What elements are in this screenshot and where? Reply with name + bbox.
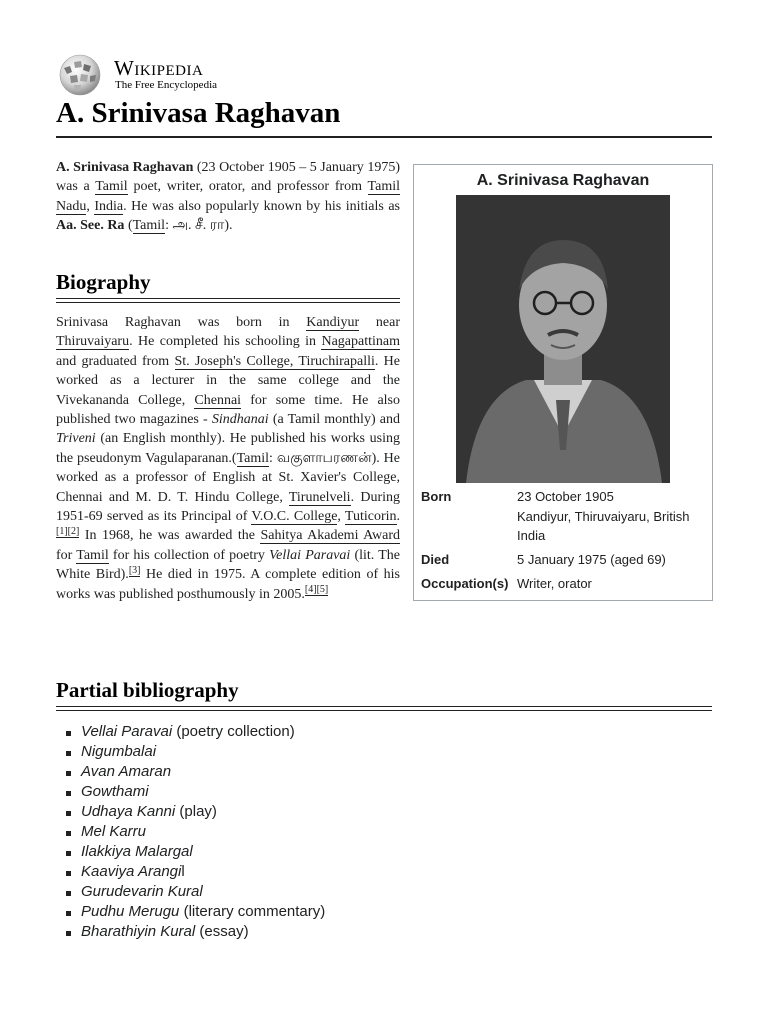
link-tamil-nadu[interactable]: Tamil Nadu	[56, 179, 401, 214]
work-title: Nigumbalai	[81, 743, 157, 760]
bio-text: and graduated from	[56, 353, 175, 369]
bio-text: near	[359, 315, 400, 330]
wikipedia-wordmark[interactable]: Wikipedia	[114, 56, 204, 80]
list-item	[56, 902, 712, 922]
intro-text: poet, writer, orator, and professor from	[127, 179, 368, 195]
reference-group	[129, 565, 141, 577]
reference-group	[305, 584, 328, 596]
infobox-label-died: Died	[421, 552, 450, 567]
link-kandiyur[interactable]: Kandiyur	[306, 315, 360, 330]
bio-text: for	[56, 547, 77, 563]
born-place: Kandiyur, Thiruvaiyaru, British India	[517, 508, 690, 543]
list-item	[56, 842, 712, 862]
subject-name: A. Srinivasa Raghavan	[56, 160, 194, 175]
bio-text: In 1968, he was awarded the	[79, 528, 261, 544]
infobox-value-occupation: Writer, orator	[517, 576, 592, 591]
bio-text: . He worked as a lecturer in the same college and the Vivekananda College,	[56, 353, 401, 408]
work-title: Bharathiyin Kural	[81, 923, 196, 940]
wikipedia-globe-icon[interactable]	[56, 54, 104, 96]
work-title: Mel Karru	[81, 823, 147, 840]
work-title: Pudhu Merugu	[81, 903, 180, 920]
work-note: (poetry collection)	[172, 723, 295, 740]
intro-text: ,	[86, 198, 95, 214]
list-item	[56, 742, 712, 762]
infobox-label-occupation: Occupation(s)	[421, 576, 509, 591]
link-st-josephs-college[interactable]: St. Joseph's College, Tiruchirapalli	[174, 353, 375, 369]
bibliography-heading: Partial bibliography	[56, 678, 712, 707]
site-header	[56, 54, 256, 96]
link-nagapattinam[interactable]: Nagapattinam	[321, 334, 400, 350]
bio-text: .	[396, 509, 401, 525]
link-sahitya-akademi-award[interactable]: Sahitya Akademi Award	[260, 528, 400, 544]
list-item	[56, 922, 712, 942]
bio-text: . During 1951-69 served as its Principal of	[56, 489, 400, 525]
link-tamil-language[interactable]: Tamil	[132, 218, 166, 234]
bio-text: (a Tamil monthly) and	[268, 412, 400, 428]
bio-text: Srinivasa Raghavan was born in	[56, 315, 307, 330]
bio-text: for some time. He also published two magazines -	[56, 392, 400, 428]
work-note: (play)	[175, 803, 217, 820]
wikipedia-tagline: The Free Encyclopedia	[115, 79, 218, 91]
intro-text: (	[124, 218, 133, 234]
work-note: (essay)	[195, 923, 249, 940]
magazine-triveni: Triveni	[56, 431, 96, 447]
link-tuticorin[interactable]: Tuticorin	[344, 509, 397, 525]
link-tamil-literature[interactable]: Tamil	[76, 547, 109, 563]
link-india[interactable]: India	[94, 198, 124, 214]
work-title: Gowthami	[81, 783, 149, 800]
infobox-title: A. Srinivasa Raghavan	[476, 172, 650, 189]
work-title: Avan Amaran	[81, 763, 172, 780]
infobox	[413, 164, 713, 601]
list-item	[56, 822, 712, 842]
link-tamil[interactable]: Tamil	[236, 450, 270, 466]
magazine-sindhanai: Sindhanai	[211, 412, 269, 428]
bio-text: (an English monthly). He published his works using the pseudonym Vagulaparanan.(	[56, 431, 400, 466]
link-thiruvaiyaru[interactable]: Thiruvaiyaru	[56, 334, 130, 350]
work-title: Vellai Paravai	[81, 723, 173, 740]
reference-group	[56, 526, 79, 538]
intro-text: . He was also popularly known by his initials as	[123, 198, 401, 214]
bio-text: (lit. The White Bird).	[56, 547, 401, 583]
reference-1[interactable]: [1]	[56, 525, 68, 537]
list-item	[56, 802, 712, 822]
reference-5[interactable]: [5]	[316, 584, 329, 596]
reference-2[interactable]: [2]	[67, 525, 80, 537]
reference-4[interactable]: [4]	[304, 584, 317, 596]
page-title: A. Srinivasa Raghavan	[56, 97, 712, 138]
biography-paragraph	[56, 313, 400, 604]
bio-text: for his collection of poetry	[108, 547, 270, 563]
portrait-illustration	[456, 195, 670, 483]
work-title: Ilakkiya Malargal	[81, 843, 193, 860]
bio-text: : வகுளாபரணன்). He worked as a professor of English at St. Xavier's College, Chennai and M. D. T. Hindu College,	[56, 450, 400, 505]
intro-paragraph	[56, 158, 400, 236]
work-note: l	[181, 863, 185, 880]
portrait-photo[interactable]	[456, 195, 670, 483]
born-date: 23 October 1905	[517, 489, 614, 504]
intro-text: (23 October 1905 – 5 January 1975) was a	[56, 160, 400, 195]
infobox-value-died: 5 January 1975 (aged 69)	[517, 552, 666, 567]
link-voc-college[interactable]: V.O.C. College	[251, 509, 338, 525]
intro-text: : அ. சீ. ரா).	[165, 218, 233, 234]
initials: Aa. See. Ra	[56, 218, 125, 234]
bio-text: He died in 1975. A complete edition of his works was published posthumously in 2005.	[56, 567, 400, 602]
work-title: Udhaya Kanni	[81, 803, 176, 820]
link-tamil[interactable]: Tamil	[95, 179, 128, 195]
link-chennai[interactable]: Chennai	[194, 392, 242, 408]
work-title: Vellai Paravai	[269, 547, 351, 563]
biography-heading: Biography	[56, 270, 400, 299]
work-title: Gurudevarin Kural	[81, 883, 203, 900]
list-item	[56, 762, 712, 782]
link-tirunelveli[interactable]: Tirunelveli	[288, 489, 351, 505]
work-note: (literary commentary)	[179, 903, 326, 920]
infobox-label-born: Born	[421, 489, 452, 504]
list-item	[56, 722, 712, 742]
reference-3[interactable]: [3]	[128, 564, 141, 576]
list-item	[56, 862, 712, 882]
work-title: Kaaviya Arangi	[81, 863, 182, 880]
list-item	[56, 782, 712, 802]
bio-text: . He completed his schooling in	[129, 334, 322, 350]
list-item	[56, 882, 712, 902]
bio-text: ,	[337, 509, 345, 525]
infobox-value-born	[517, 487, 707, 546]
bibliography-list	[56, 722, 712, 942]
